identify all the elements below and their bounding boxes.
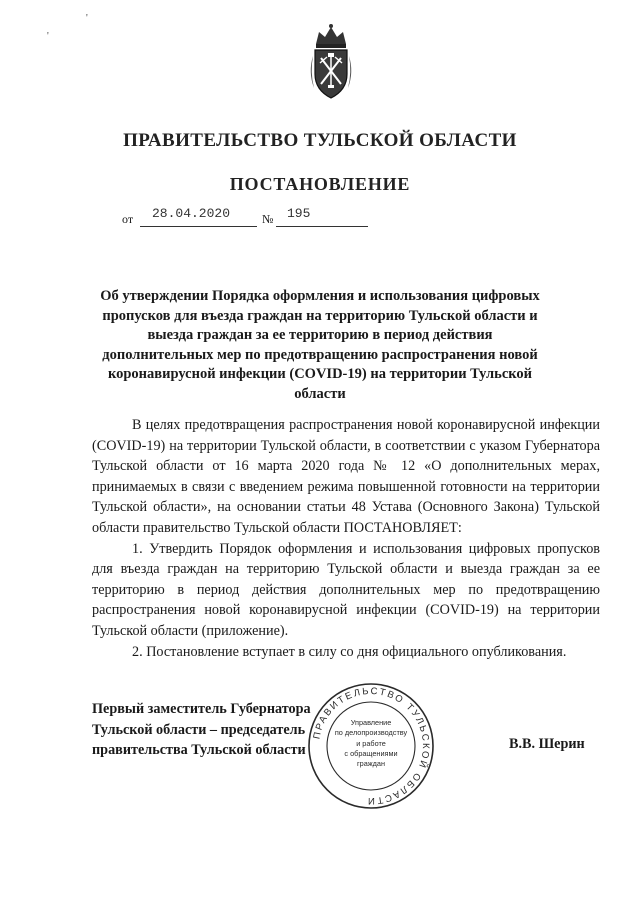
item-2-paragraph: 2. Постановление вступает в силу со дня официального опубликования. <box>132 643 567 660</box>
stamp-line: граждан <box>356 759 385 769</box>
stamp-line: по делопроизводству <box>334 728 408 738</box>
number-underline <box>276 226 368 227</box>
stamp-line: и работе <box>356 738 386 748</box>
number-value: 195 <box>287 206 311 221</box>
stamp-ring-text: ПРАВИТЕЛЬСТВО ТУЛЬСКОЙ ОБЛАСТИ <box>311 685 432 807</box>
position-line: Тульской области – председатель <box>92 721 306 738</box>
organization-name: ПРАВИТЕЛЬСТВО ТУЛЬСКОЙ ОБЛАСТИ <box>123 130 517 151</box>
position-line: Первый заместитель Губернатора <box>92 701 311 717</box>
document-type: ПОСТАНОВЛЕНИЕ <box>229 174 411 194</box>
item-1-paragraph: 1. Утвердить Порядок оформления и использования цифровых пропусков для въезда граждан на территорию Тульской области и выезда граждан за ее территорию в период действия дополнительных мер по предотвращению распространения новой коронавирусной инфекции (COVID-19) на территории Тульской области (приложение). <box>92 540 600 639</box>
preamble-paragraph: В целях предотвращения распространения новой коронавирусной инфекции (COVID-19) на территории Тульской области, в соответствии с указом Губернатора Тульской области от 16 марта 2020 года № 12 «О дополнительных мерах, принимаемых в связи с введением режима повышенной готовности на территории Тульской области», на основании статьи 48 Устава (Основного Закона) Тульской области правительство Тульской области ПОСТАНОВЛЯЕТ: <box>92 417 600 536</box>
date-underline <box>140 226 257 227</box>
date-label: от <box>122 212 134 226</box>
scan-speck: ' <box>47 31 49 42</box>
signatory-position <box>92 699 352 761</box>
stamp-line: с обращениями <box>344 748 398 758</box>
date-value: 28.04.2020 <box>152 206 231 221</box>
tula-coat-of-arms-icon <box>306 22 356 102</box>
position-line: правительства Тульской области <box>92 742 306 759</box>
number-label: № <box>262 212 274 226</box>
document-title: Об утверждении Порядка оформления и использования цифровых пропусков для въезда граждан на территорию Тульской области и выезда граждан за ее территорию в период действия дополнительных мер по предотвращению распространения новой коронавирусной инфекции (COVID-19) на территории Тульской области <box>100 288 540 402</box>
document-body <box>92 415 600 662</box>
stamp-line: Управление <box>350 718 392 727</box>
signatory-name: В.В. Шерин <box>509 736 585 752</box>
scan-speck: ' <box>86 13 88 24</box>
